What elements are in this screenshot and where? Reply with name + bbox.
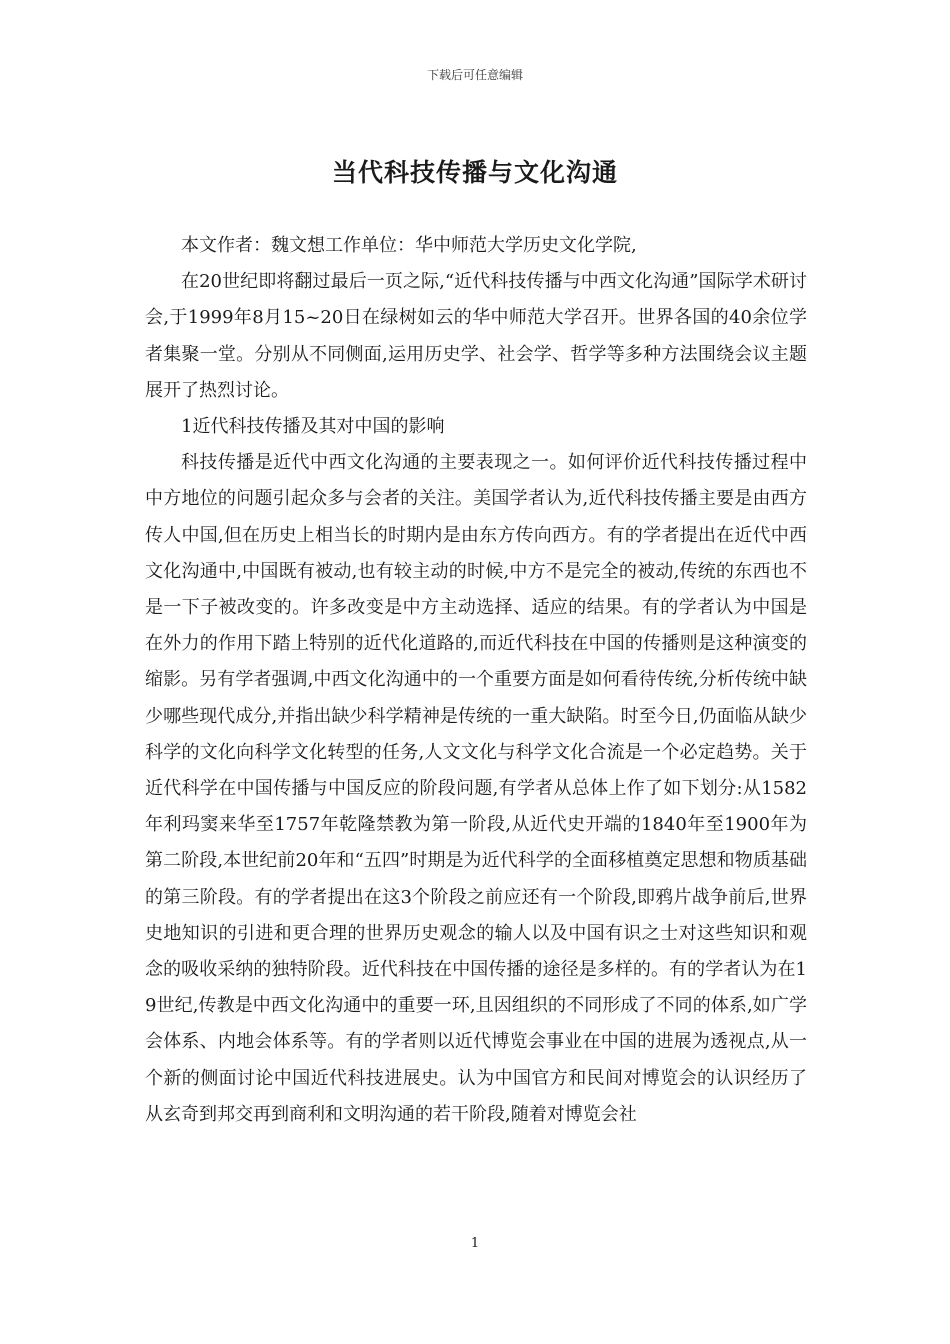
document-body [145,228,807,1133]
paragraph-intro: 在20世纪即将翻过最后一页之际,“近代科技传播与中西文化沟通”国际学术研讨会,于1999年8月15~20日在绿树如云的华中师范大学召开。世界各国的40余位学者集聚一堂。分别从不同侧面,运用历史学、社会学、哲学等多种方法围绕会议主题展开了热烈讨论。 [145,271,807,401]
header-note: 下载后可任意编辑 [426,68,523,82]
paragraph-main: 科技传播是近代中西文化沟通的主要表现之一。如何评价近代科技传播过程中中方地位的问题引起众多与会者的关注。美国学者认为,近代科技传播主要是由西方传人中国,但在历史上相当长的时期内是由东方传向西方。有的学者提出在近代中西文化沟通中,中国既有被动,也有较主动的时候,中方不是完全的被动,传统的东西也不是一下子被改变的。许多改变是中方主动选择、适应的结果。有的学者认为中国是在外力的作用下踏上特别的近代化道路的,而近代科技在中国的传播则是这种演变的缩影。另有学者强调,中西文化沟通中的一个重要方面是如何看待传统,分析传统中缺少哪些现代成分,并指出缺少科学精神是传统的一重大缺陷。时至今日,仍面临从缺少科学的文化向科学文化转型的任务,人文文化与科学文化合流是一个必定趋势。关于近代科学在中国传播与中国反应的阶段问题,有学者从总体上作了如下划分:从1582年利玛窦来华至1757年乾隆禁教为第一阶段,从近代史开端的1840年至1900年为第二阶段,本世纪前20年和“五四”时期是为近代科学的全面移植奠定思想和物质基础的第三阶段。有的学者提出在这3个阶段之前应还有一个阶段,即鸦片战争前后,世界史地知识的引进和更合理的世界历史观念的输人以及中国有识之士对这些知识和观念的吸收采纳的独特阶段。近代科技在中国传播的途径是多样的。有的学者认为在19世纪,传教是中西文化沟通中的重要一环,且因组织的不同形成了不同的体系,如广学会体系、内地会体系等。有的学者则以近代博览会事业在中国的进展为透视点,从一个新的侧面讨论中国近代科技进展史。认为中国官方和民间对博览会的认识经历了从玄奇到邦交再到商利和文明沟通的若干阶段,随着对博览会社 [145,452,807,1125]
page-number: 1 [470,1236,480,1251]
document-title: 当代科技传播与文化沟通 [331,158,618,187]
section-heading: 1近代科技传播及其对中国的影响 [181,416,445,438]
author-line: 本文作者：魏文想工作单位：华中师范大学历史文化学院, [181,235,637,256]
